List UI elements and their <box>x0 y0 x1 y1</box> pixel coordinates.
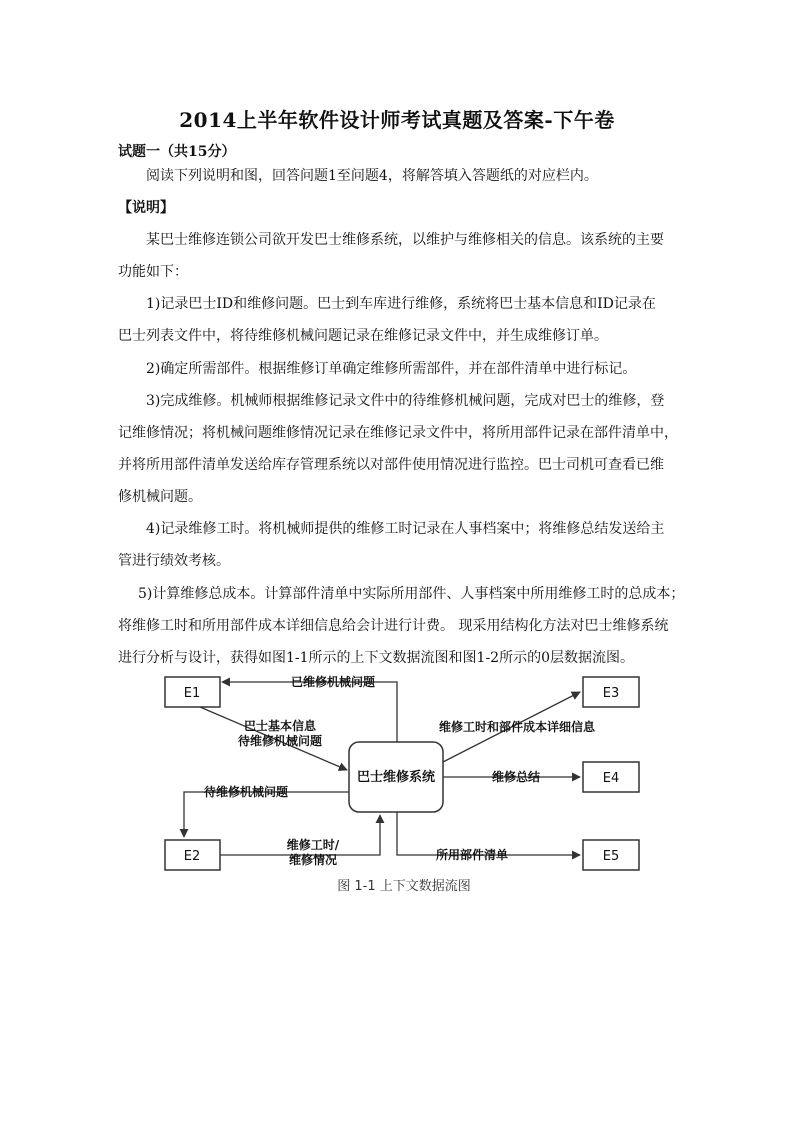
paragraph-line: 1)记录巴士ID和维修问题。巴士到车库进行维修，系统将巴士基本信息和ID记录在 <box>146 296 656 312</box>
flow-label-hours: 维修工时/ <box>286 838 340 852</box>
figure-caption: 图 1-1 上下文数据流图 <box>337 879 471 894</box>
paragraph-line: 某巴士维修连锁公司欲开发巴士维修系统，以维护与维修相关的信息。该系统的主要 <box>146 232 664 248</box>
paragraph-line: 功能如下： <box>118 264 188 280</box>
paragraph-line: 并将所用部件清单发送给库存管理系统以对部件使用情况进行监控。巴士司机可查看已维 <box>118 457 664 473</box>
paragraph-line: 将维修工时和所用部件成本详细信息给会计进行计费。 现采用结构化方法对巴士维修系统 <box>118 618 669 634</box>
paragraph-line: 进行分析与设计，获得如图1-1所示的上下文数据流图和图1-2所示的0层数据流图。 <box>118 650 634 666</box>
flow-label-summary: 维修总结 <box>491 770 541 784</box>
flow-repaired-issues <box>222 682 397 742</box>
paragraph-line: 记维修情况；将机械问题维修情况记录在维修记录文件中，将所用部件记录在部件清单中， <box>118 425 678 441</box>
paragraph-line: 巴士列表文件中，将待维修机械问题记录在维修记录文件中，并生成维修订单。 <box>118 328 608 344</box>
flow-label-parts-list: 所用部件清单 <box>435 848 509 862</box>
paragraph-line: 4)记录维修工时。将机械师提供的维修工时记录在人事档案中；将维修总结发送给主 <box>146 521 665 537</box>
paragraph-line: 3)完成维修。机械师根据维修记录文件中的待维修机械问题，完成对巴士的维修，登 <box>146 393 665 409</box>
flow-label-bus-info: 巴士基本信息 <box>243 719 317 733</box>
svg-text:E1: E1 <box>183 686 201 701</box>
question-heading: 试题一（共15分） <box>118 144 236 160</box>
svg-text:巴士维修系统: 巴士维修系统 <box>356 770 436 785</box>
paragraph-line: 5)计算维修总成本。计算部件清单中实际所用部件、人事档案中所用维修工时的总成本； <box>138 586 685 602</box>
paragraph-line: 管进行绩效考核。 <box>118 553 230 569</box>
entity-e1 <box>165 677 220 707</box>
document-title: 2014上半年软件设计师考试真题及答案-下午卷 <box>179 108 615 132</box>
flow-label-repaired-issues: 已维修机械问题 <box>290 675 376 689</box>
explain-heading: 【说明】 <box>118 200 174 216</box>
svg-text:E4: E4 <box>602 771 620 786</box>
paragraph-line: 修机械问题。 <box>118 489 202 505</box>
entity-e2 <box>165 840 220 870</box>
svg-text:E2: E2 <box>183 849 201 864</box>
flow-label-status: 维修情况 <box>288 853 338 867</box>
paragraph-line: 2)确定所需部件。根据维修订单确定维修所需部件，并在部件清单中进行标记。 <box>146 361 637 377</box>
intro-text: 阅读下列说明和图，回答问题1至问题4，将解答填入答题纸的对应栏内。 <box>146 168 598 184</box>
entity-e5 <box>583 840 639 870</box>
flow-label-pending-to-e2: 待维修机械问题 <box>203 785 289 799</box>
flow-label-pending-issues: 待维修机械问题 <box>237 734 323 748</box>
process-bus-repair-system <box>349 742 443 812</box>
entity-e3 <box>583 677 639 707</box>
svg-text:E5: E5 <box>602 849 620 864</box>
svg-text:E3: E3 <box>602 686 620 701</box>
flow-label-cost-details: 维修工时和部件成本详细信息 <box>438 720 596 734</box>
entity-e4 <box>583 762 639 792</box>
